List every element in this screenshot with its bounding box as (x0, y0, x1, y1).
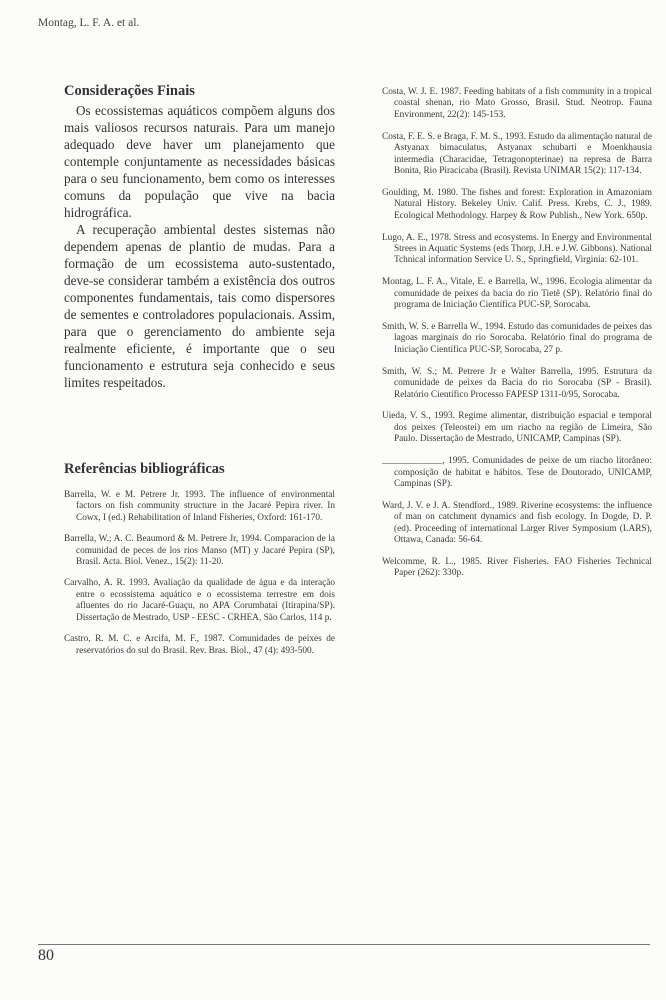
reference-entry: Ward, J. V. e J. A. Stendford., 1989. Riverine ecosystems: the influence of man on catchment dynamics and fish ecology. In Dogde, D. P. (ed). Proceeding of international Larger River Symposium (LARS), Ottawa, Canada: 56-64. (382, 500, 652, 546)
running-head: Montag, L. F. A. et al. (38, 17, 140, 29)
reference-entry: Lugo, A. E., 1978. Stress and ecosystems. In Energy and Environmental Strees in Aquatic Systems (eds Thorp, J.H. e J.W. Gibbons). National Tchnical information Service U. S., Springfield, Virginia: 62-101. (382, 232, 652, 266)
reference-entry: Uieda, V. S., 1993. Regime alimentar, distribuição espacial e temporal dos peixes (Teleostei) em um riacho na região de Limeira, São Paulo. Dissertação de Mestrado, UNICAMP, Campinas (SP). (382, 411, 652, 445)
reference-entry: Smith, W. S. e Barrella W., 1994. Estudo das comunidades de peixes das lagoas marginais do rio Sorocaba. Relatório final do programa de Iniciação Científica PUC-SP, Sorocaba, 27 p. (382, 322, 652, 355)
reference-entry: Barrella, W.; A. C. Beaumord & M. Petrere Jr, 1994. Comparacion de la comunidad de peces de los rios Manso (MT) y Jacaré Pepira (SP), Brasil. Acta. Biol. Venez., 15(2): 11-20. (64, 534, 335, 568)
reference-entry: Montag, L. F. A., Vitale, E. e Barrella, W., 1996. Ecologia alimentar da comunidade de peixes da bacia do rio Tietê (SP). Relatório final do programa de Iniciação Científica PUC-SP, Sorocaba. (382, 277, 652, 311)
paragraph: Os ecossistemas aquáticos compõem alguns dos mais valiosos recursos naturais. Para um manejo adequado deve haver um planejamento que contemple conjuntamente as necessidades básicas para o seu funcionamento, bem como os interesses comuns da população que vive na bacia hidrográfica. (64, 103, 335, 220)
reference-entry: Castro, R. M. C. e Arcifa, M. F., 1987. Comunidades de peixes de reservatórios do sul do Brasil. Rev. Bras. Biol., 47 (4): 493-500. (64, 634, 335, 656)
reference-entry: Costa, W. J. E. 1987. Feeding habitats of a fish community in a tropical coastal shenan, rio Mato Grosso, Brasil. Stud. Neotrop. Fauna Environment, 22(2): 145-153. (382, 87, 652, 120)
reference-entry: Goulding, M. 1980. The fishes and forest: Exploration in Amazoniam Natural History. Bekeley Univ. Calif. Press. Krebs, C. J., 1989. Ecological Methodology. Harpey & Row Publish., New York. 650p. (382, 187, 652, 221)
reference-entry: Barrella, W. e M. Petrere Jr. 1993. The influence of environmental factors on fish community structure in the Jacaré Pepira river. In Cowx, I (ed.) Rehabilitation of Inland Fisheries, Oxford: 161-170. (64, 490, 335, 523)
reference-entry: Welcomme, R. L., 1985. River Fisheries. FAO Fisheries Technical Paper (262): 330p. (382, 557, 652, 579)
page-rule (38, 944, 650, 945)
reference-entry: Costa, F. E. S. e Braga, F. M. S., 1993. Estudo da alimentação natural de Astyanax bimaculatus, Astyanax schubarti e Moenkhausia intermedia (Characidae, Tetragonopterinae) na represa de Barra Bonita, Rio Piracicaba (Brasil). Revista UNIMAR 15(2): 117-134. (382, 131, 652, 176)
reference-entry: Carvalho, A. R. 1993. Avaliação da qualidade de água e da interação entre o ecossistema aquático e o ecossistema terrestre em dois afluentes do rio Jacaré-Guaçu, no APA Corumbataí (Itirapina/SP). Dissertação de Mestrado, USP - EESC - CRHEA, São Carlos, 114 p. (64, 578, 335, 623)
left-column (64, 83, 335, 667)
reference-entry: _____________, 1995. Comunidades de peixe de um riacho litorâneo: composição de habitat e hábitos. Tese de Doutorado, UNICAMP, Campinas (SP). (382, 456, 652, 489)
paragraph: A recuperação ambiental destes sistemas não dependem apenas de plantio de mudas. Para a formação de um ecossistema auto-sustentado, deve-se considerar também a existência dos outros componentes fundamentais, tais como dispersores de sementes e controladores populacionais. Assim, para que o gerenciamento do ambiente seja realmente eficiente, é importante que o seu funcionamento e estrutura seja conhecido e seus limites respeitados. (64, 222, 335, 390)
page-number: 80 (38, 947, 54, 964)
reference-entry: Smith, W. S.; M. Petrere Jr e Walter Barrella, 1995. Estrutura da comunidade de peixes da Bacia do rio Sorocaba (SP - Brasil). Relatório Científico Processo FAPESP 1311-0/95, Sorocaba. (382, 366, 652, 400)
right-column (382, 87, 652, 590)
section-title-consideracoes: Considerações Finais (64, 83, 195, 99)
section-title-referencias: Referências bibliográficas (64, 461, 225, 477)
